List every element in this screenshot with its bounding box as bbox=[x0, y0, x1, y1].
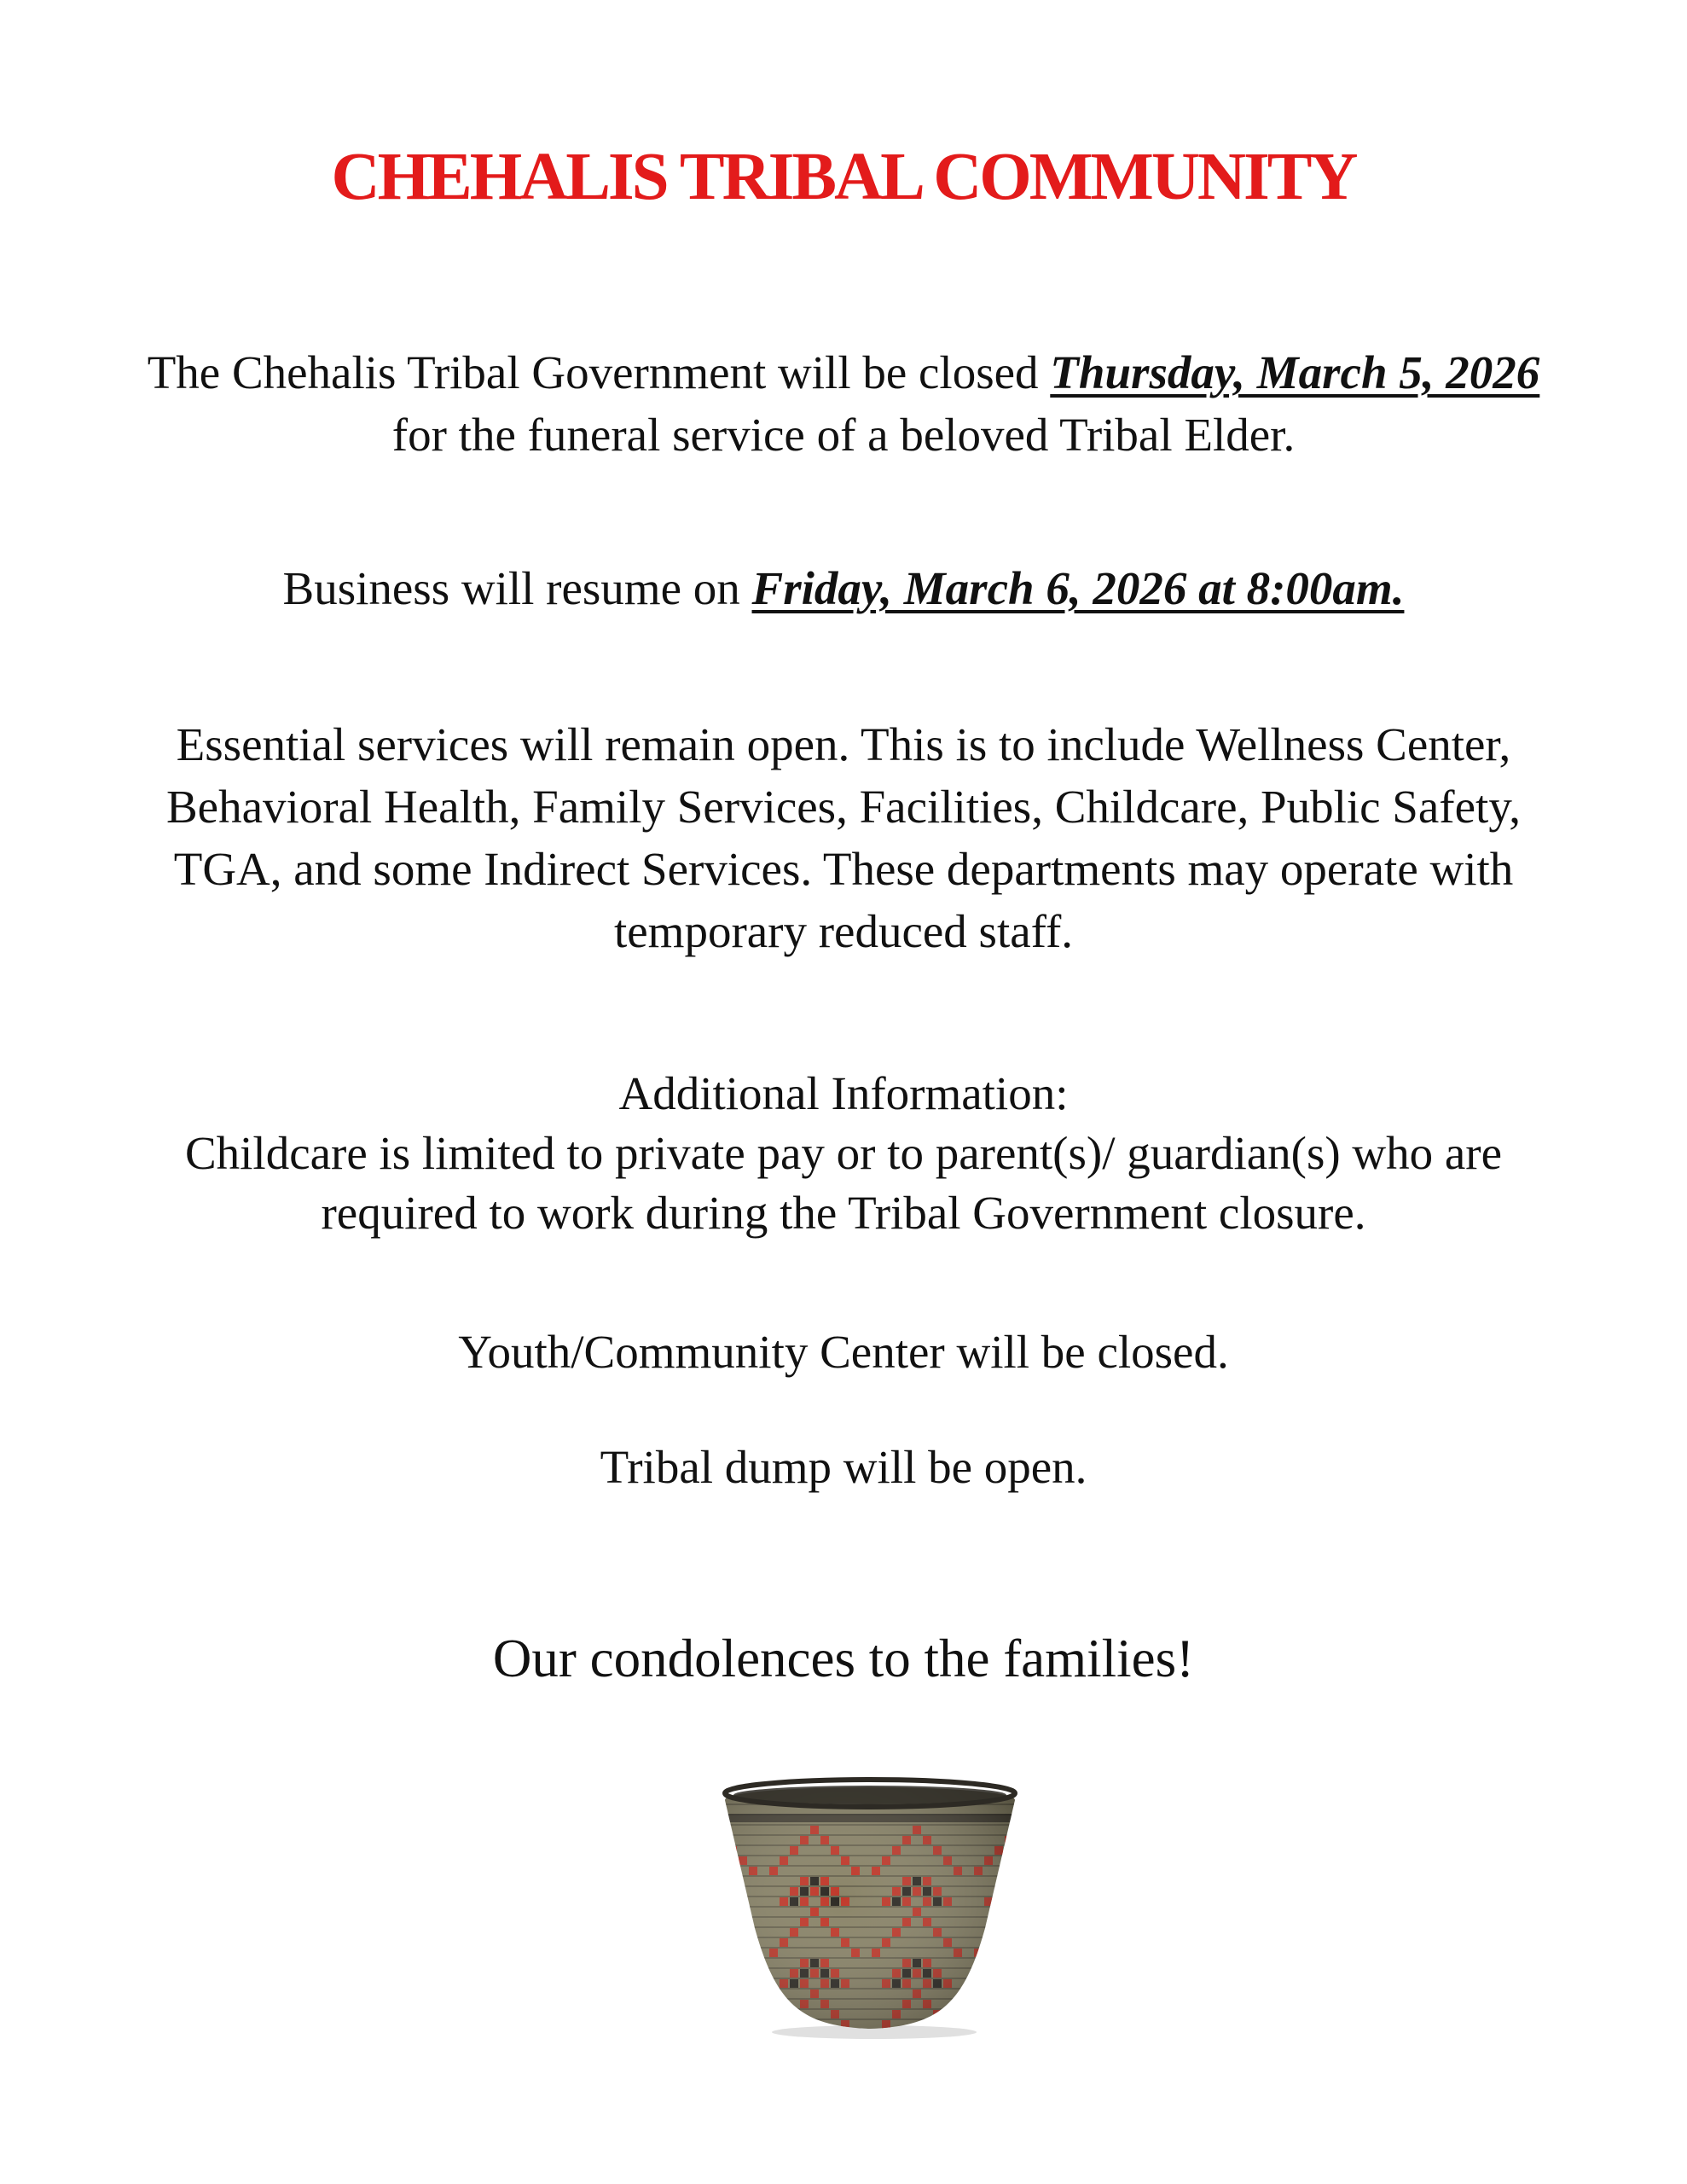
closure-paragraph bbox=[128, 341, 1559, 466]
closure-prefix: The Chehalis Tribal Government will be closed bbox=[147, 346, 1051, 398]
resume-datetime: Friday, March 6, 2026 at 8:00am. bbox=[751, 562, 1405, 614]
woven-basket-icon bbox=[708, 1749, 1032, 2039]
additional-info-section bbox=[128, 1064, 1559, 1243]
resume-prefix: Business will resume on bbox=[282, 562, 752, 614]
resume-paragraph bbox=[128, 557, 1559, 619]
closure-suffix: for the funeral service of a beloved Tribal Elder. bbox=[391, 409, 1296, 461]
additional-info-text: Childcare is limited to private pay or to parent(s)/ guardian(s) who are required to work during the Tribal Government closure. bbox=[184, 1127, 1503, 1239]
page-title: CHEHALIS TRIBAL COMMUNITY bbox=[331, 140, 1356, 214]
dump-notice: Tribal dump will be open. bbox=[600, 1441, 1087, 1493]
closure-date: Thursday, March 5, 2026 bbox=[1050, 346, 1540, 398]
additional-info-heading: Additional Information: bbox=[618, 1067, 1069, 1119]
essential-services-paragraph: Essential services will remain open. This is to include Wellness Center, Behavioral Health, Family Services, Facilities, Childcare, Public Safety, TGA, and some Indirect Services. These departments may operate with temporary reduced staff. bbox=[166, 718, 1521, 957]
youth-center-notice: Youth/Community Center will be closed. bbox=[458, 1326, 1229, 1378]
condolences-message: Our condolences to the families! bbox=[492, 1629, 1195, 1688]
